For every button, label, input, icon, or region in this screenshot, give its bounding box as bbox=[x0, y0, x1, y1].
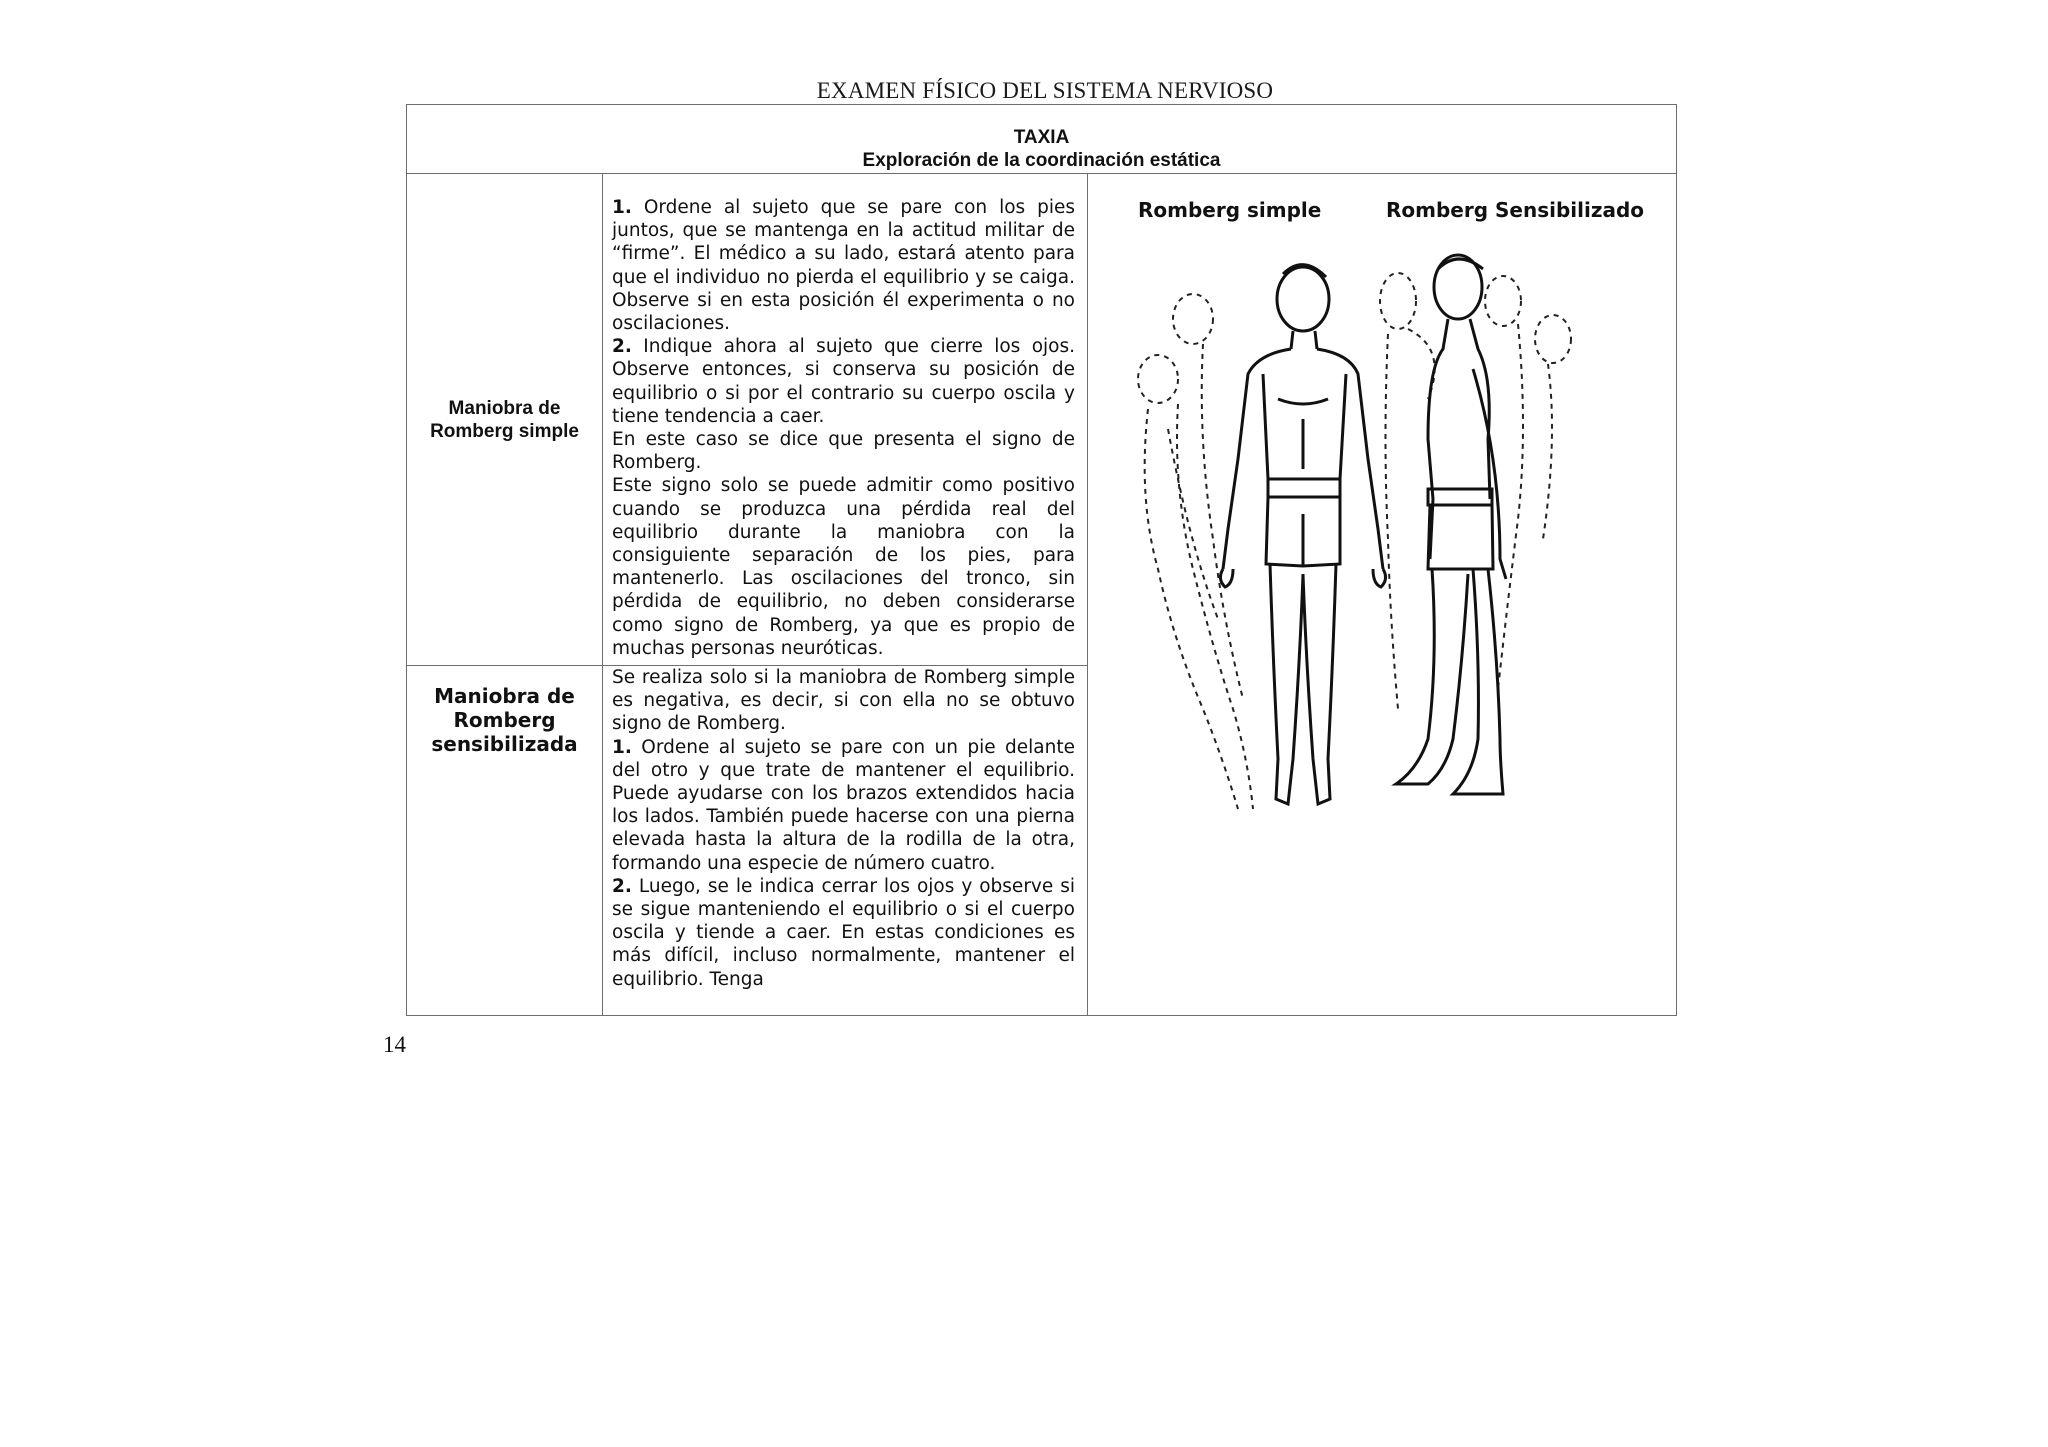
taxia-table bbox=[406, 104, 1677, 1016]
page-number: 14 bbox=[383, 1032, 406, 1057]
caption-romberg-simple: Romberg simple bbox=[1138, 198, 1322, 222]
step-number: 1. bbox=[612, 197, 632, 218]
paragraph bbox=[612, 736, 1075, 875]
row-label-romberg-simple: Maniobra de Romberg simple bbox=[430, 397, 579, 442]
paragraph-text: Este signo solo se puede admitir como positivo cuando se produzca una pérdida real del equilibrio durante la maniobra con la consiguiente separación de los pies, para mantenerlo. Las oscilaciones del tronco, sin pérdida de equilibrio, no deben considerarse como signo de Romberg, ya que es propio de muchas personas neuróticas. bbox=[612, 475, 1075, 659]
paragraph bbox=[612, 428, 1075, 474]
paragraph-text: Ordene al sujeto se pare con un pie delante del otro y que trate de mantener el equilibrio. Puede ayudarse con los brazos extendidos hacia los lados. También puede hacerse con una pierna elevada hasta la altura de la rodilla de la otra, formando una especie de número cuatro. bbox=[612, 736, 1075, 874]
paragraph-text: Indique ahora al sujeto que cierre los ojos. Observe entonces, si conserva su posición de equilibrio o si por el contrario su cuerpo oscila y tiene tendencia a caer. bbox=[612, 336, 1075, 427]
romberg-sensitized-description bbox=[603, 666, 1088, 1016]
paragraph bbox=[612, 875, 1075, 991]
standing-figure-side bbox=[1396, 255, 1506, 794]
row-label-cell bbox=[407, 666, 603, 1016]
paragraph bbox=[612, 335, 1075, 428]
standing-figure-front bbox=[1220, 265, 1385, 804]
step-number: 2. bbox=[612, 875, 632, 897]
table-title: TAXIA bbox=[1013, 127, 1070, 148]
page-header: EXAMEN FÍSICO DEL SISTEMA NERVIOSO bbox=[816, 78, 1274, 103]
romberg-illustration bbox=[1128, 239, 1648, 839]
table-subtitle: Exploración de la coordinación estática bbox=[862, 150, 1221, 171]
paragraph-text: Luego, se le indica cerrar los ojos y observe si se sigue manteniendo el equilibrio o si el cuerpo oscila y tiende a caer. En estas condiciones es más difícil, incluso normalmente, mantener el equilibrio. Tenga bbox=[612, 875, 1075, 990]
romberg-simple-description bbox=[603, 174, 1088, 666]
paragraph-text: Se realiza solo si la maniobra de Romberg simple es negativa, es decir, si con ella no se obtuvo signo de Romberg. bbox=[612, 667, 1075, 735]
paragraph bbox=[612, 174, 1075, 335]
row-label-cell bbox=[407, 174, 603, 666]
figure-captions bbox=[1088, 198, 1676, 228]
caption-romberg-sensitized: Romberg Sensibilizado bbox=[1386, 198, 1645, 222]
paragraph-text: En este caso se dice que presenta el signo de Romberg. bbox=[612, 429, 1075, 474]
paragraph bbox=[612, 474, 1075, 660]
step-number: 2. bbox=[612, 336, 632, 358]
step-number: 1. bbox=[612, 736, 632, 758]
oscillation-ghost-figures bbox=[1138, 273, 1571, 809]
figure-cell bbox=[1088, 174, 1677, 1016]
row-label-romberg-sensitized: Maniobra de Romberg sensibilizada bbox=[431, 684, 578, 756]
table-title-cell bbox=[407, 105, 1677, 174]
paragraph bbox=[612, 666, 1075, 736]
paragraph-text: Ordene al sujeto que se pare con los pies juntos, que se mantenga en la actitud militar de “firme”. El médico a su lado, estará atento para que el individuo no pierda el equilibrio y se caiga. Observe si en esta posición él experimenta o no oscilaciones. bbox=[612, 197, 1075, 335]
